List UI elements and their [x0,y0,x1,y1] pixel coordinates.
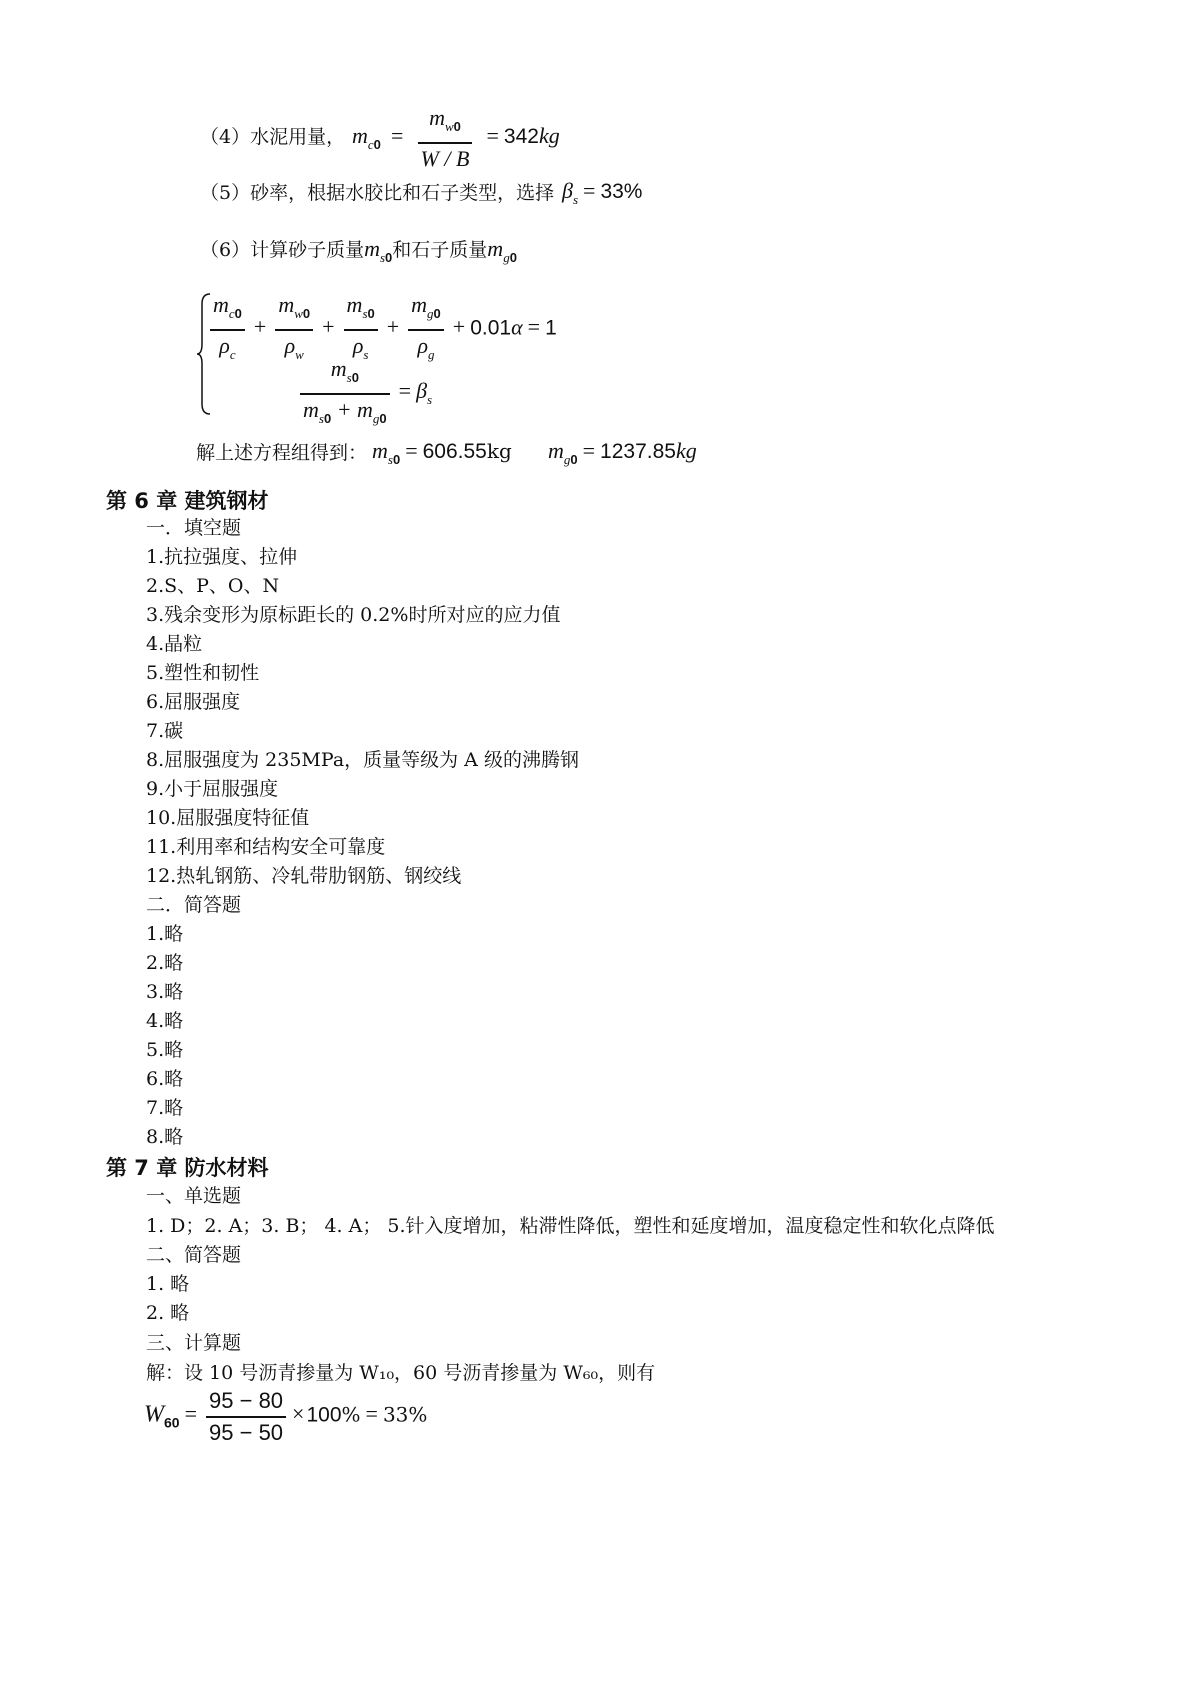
ch7-calc-text: 解：设 10 号沥青掺量为 W₁₀，60 号沥青掺量为 W₆₀，则有 [146,1362,656,1384]
cement-result: 342 [503,124,539,148]
ch7-section-calc: 三、计算题 [146,1332,242,1354]
list-item: 7.略 [146,1097,184,1119]
ch7-section-mc: 一、单选题 [146,1185,242,1207]
step-6-line: （6）计算砂子质量$m_{s0}$和石子质量$m_{g0}$ [200,236,517,265]
solution-line [196,441,367,465]
cement-fraction: $\frac{m_{w0}}{W / B}$ [418,103,473,174]
list-item: 9.小于屈服强度 [146,778,279,800]
equation-constant: 0.01 [470,316,512,340]
list-item: 6.屈服强度 [146,691,241,713]
chapter-7-title: 第 7 章 防水材料 [106,1156,269,1180]
list-item: 8.屈服强度为 235MPa，质量等级为 A 级的沸腾钢 [146,749,579,771]
list-item: 7.碳 [146,720,184,742]
equation-1: $\frac{m_{c0}}{\rho_c}$ + $\frac{m_{w0}}{\rho_w}$ + $\frac{m_{s0}}{\rho_s}$ + $\frac{m_{g0}}{\rho_g}$ + 0.01α = 1 [206,290,557,370]
solution-mg0: $m_{g0} = 1237.85kg$ [548,438,697,467]
chapter-6-title: 第 6 章 建筑钢材 [106,489,269,513]
list-item: 6.略 [146,1068,184,1090]
ch7-mc-answers: 1. D；2. A；3. B； 4. A； 5.针入度增加，粘滞性降低，塑性和延度增加，温度稳定性和软化点降低 [146,1215,995,1237]
cement-formula: $m_{c0}$ = $\frac{m_{w0}}{W / B}$ = 342kg [352,103,560,174]
list-item: 1.抗拉强度、拉伸 [146,546,298,568]
list-item: 2.略 [146,952,184,974]
ch7-section-short: 二、简答题 [146,1244,242,1266]
list-item: 4.晶粒 [146,633,203,655]
list-item: 5.略 [146,1039,184,1061]
step-5-label: （5）砂率，根据水胶比和石子类型，选择 [200,182,555,204]
list-item: 2.S、P、O、N [146,575,280,597]
ch6-section-short: 二．简答题 [146,894,242,916]
step-4-label: （4）水泥用量， [200,126,346,148]
ch7-formula: W60 = $\frac{95 - 80}{95 - 50}$ ×100% = 33% [144,1386,427,1448]
sand-ratio-value: 33% [600,180,643,203]
list-item: 2. 略 [146,1302,190,1324]
ch7-result: 33% [382,1402,428,1427]
list-item: 1. 略 [146,1273,190,1295]
solution-label: 解上述方程组得到： [196,442,368,464]
list-item: 3.残余变形为原标距长的 0.2%时所对应的应力值 [146,604,561,626]
list-item: 4.略 [146,1010,184,1032]
step-6-and: 和石子质量 [392,239,488,261]
step-6-label: （6）计算砂子质量 [200,239,365,261]
list-item: 5.塑性和韧性 [146,662,260,684]
list-item: 11.利用率和结构安全可靠度 [146,836,386,858]
list-item: 3.略 [146,981,184,1003]
list-item: 8.略 [146,1126,184,1148]
equation-rhs: 1 [545,316,557,340]
ch6-section-fill: 一．填空题 [146,517,242,539]
list-item: 10.屈服强度特征值 [146,807,310,829]
sand-ratio-formula: $\beta_s = 33\%$ [562,178,643,207]
list-item: 1.略 [146,923,184,945]
list-item: 12.热轧钢筋、冷轧带肋钢筋、钢绞线 [146,865,462,887]
equation-2: $\frac{m_{s0}}{m_{s0} + m_{g0}}$ = $\beta_s$ [296,354,432,434]
ch7-fraction: $\frac{95 - 80}{95 - 50}$ [206,1386,286,1448]
solution-ms0: $m_{s0} = 606.55kg$ [372,438,512,467]
